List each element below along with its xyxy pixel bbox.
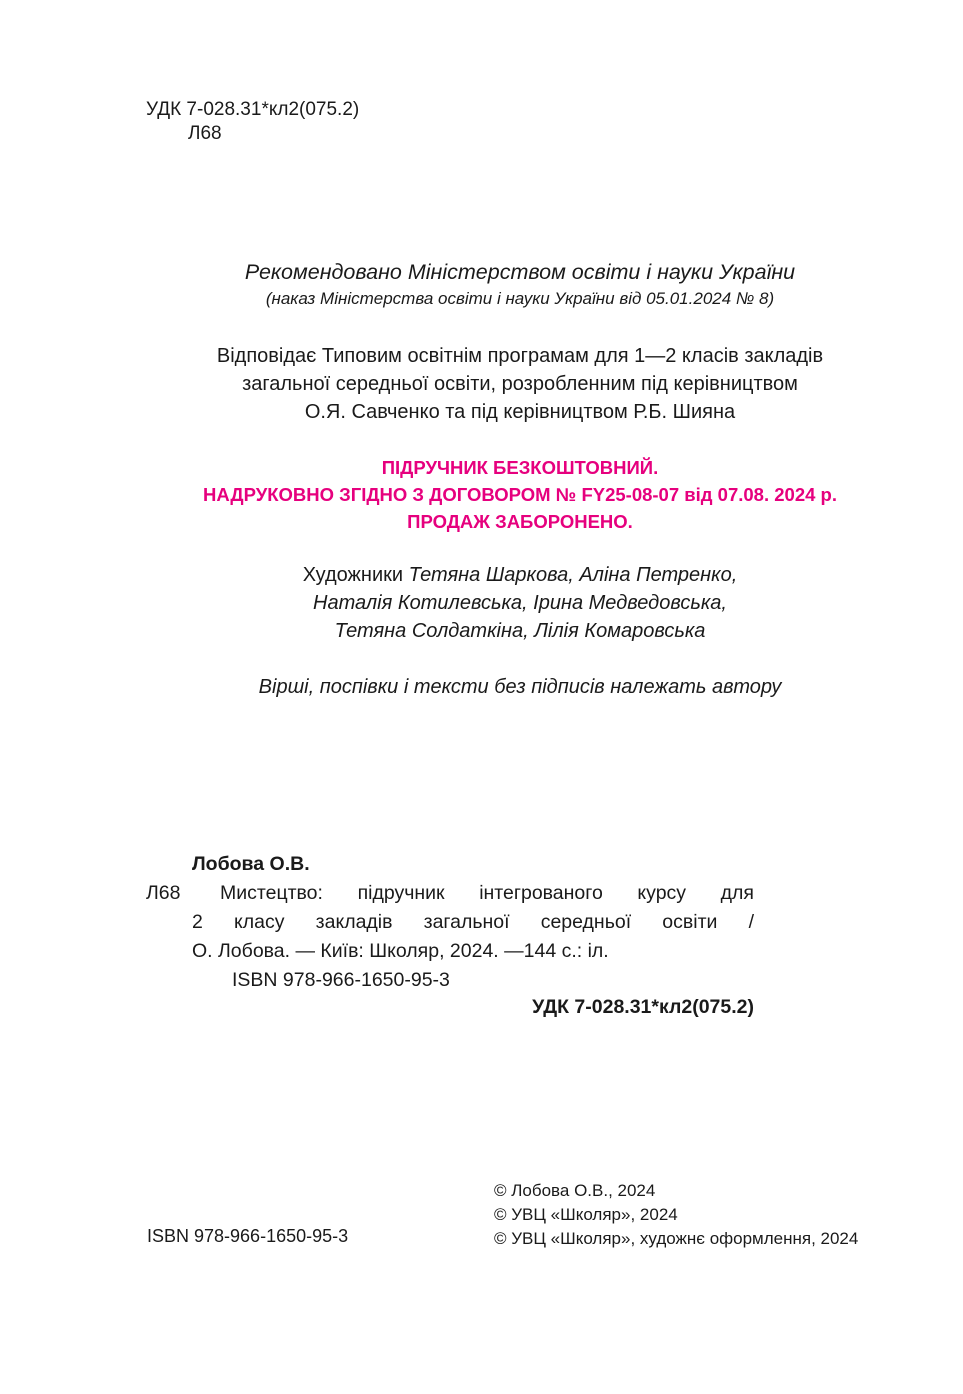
program-compliance (0, 342, 963, 426)
copyright-author: © Лобова О.В., 2024 (494, 1181, 656, 1200)
free-textbook-notice (0, 454, 963, 535)
artists-line-3: Тетяна Солдаткіна, Лілія Комаровська (334, 620, 706, 642)
artists-names-1: Тетяна Шаркова, Аліна Петренко, (408, 564, 738, 586)
catalog-title-line-2: 2 класу закладів загальної середньої освіти / (192, 911, 754, 933)
catalog-title-line-3: О. Лобова. — Київ: Школяр, 2024. —144 с.: іл. (192, 940, 609, 962)
notice-line-2: НАДРУКОВНО ЗГІДНО З ДОГОВОРОМ № FY25-08-07 від 07.08. 2024 р. (203, 484, 837, 505)
udk-header (146, 98, 359, 146)
notice-line-3: ПРОДАЖ ЗАБОРОНЕНО. (407, 511, 633, 532)
copyright-design: © УВЦ «Школяр», художнє оформлення, 2024 (494, 1229, 859, 1248)
compliance-line-1: Відповідає Типовим освітнім програмам для 1—2 класів закладів (216, 345, 824, 367)
artists-prefix: Художники (302, 564, 409, 586)
catalog-index: Л68 (146, 882, 181, 904)
compliance-line-2: загальної середньої освіти, розробленним під керівництвом (242, 373, 798, 395)
artists-line-2: Наталія Котилевська, Ірина Медведовська, (313, 592, 727, 614)
poems-note-text: Вірші, поспівки і тексти без підписів належать автору (258, 676, 782, 698)
compliance-line-3: О.Я. Савченко та під керівництвом Р.Б. Шияна (304, 401, 736, 423)
copyright-block (494, 1179, 858, 1251)
ministry-recommendation (0, 258, 963, 311)
udk-code: УДК 7-028.31*кл2(075.2) (146, 99, 360, 120)
recommendation-order: (наказ Міністерства освіти і науки України від 05.01.2024 № 8) (265, 289, 775, 308)
copyright-publisher: © УВЦ «Школяр», 2024 (494, 1205, 678, 1224)
catalog-udk: УДК 7-028.31*кл2(075.2) (532, 996, 754, 1018)
catalog-row-1 (146, 879, 754, 908)
artists-credits (0, 561, 963, 645)
catalog-title-line-1: Мистецтво: підручник інтегрованого курсу для (220, 882, 754, 904)
artists-line-1 (0, 561, 963, 589)
udk-index: Л68 (188, 123, 222, 144)
poems-authorship-note (0, 673, 963, 701)
footer-isbn: ISBN 978-966-1650-95-3 (147, 1226, 349, 1246)
catalog-isbn: ISBN 978-966-1650-95-3 (232, 969, 450, 991)
recommendation-text: Рекомендовано Міністерством освіти і науки України (244, 260, 796, 284)
catalog-author: Лобова О.В. (192, 853, 310, 875)
notice-line-1: ПІДРУЧНИК БЕЗКОШТОВНИЙ. (381, 457, 659, 478)
catalog-card (146, 850, 754, 1019)
